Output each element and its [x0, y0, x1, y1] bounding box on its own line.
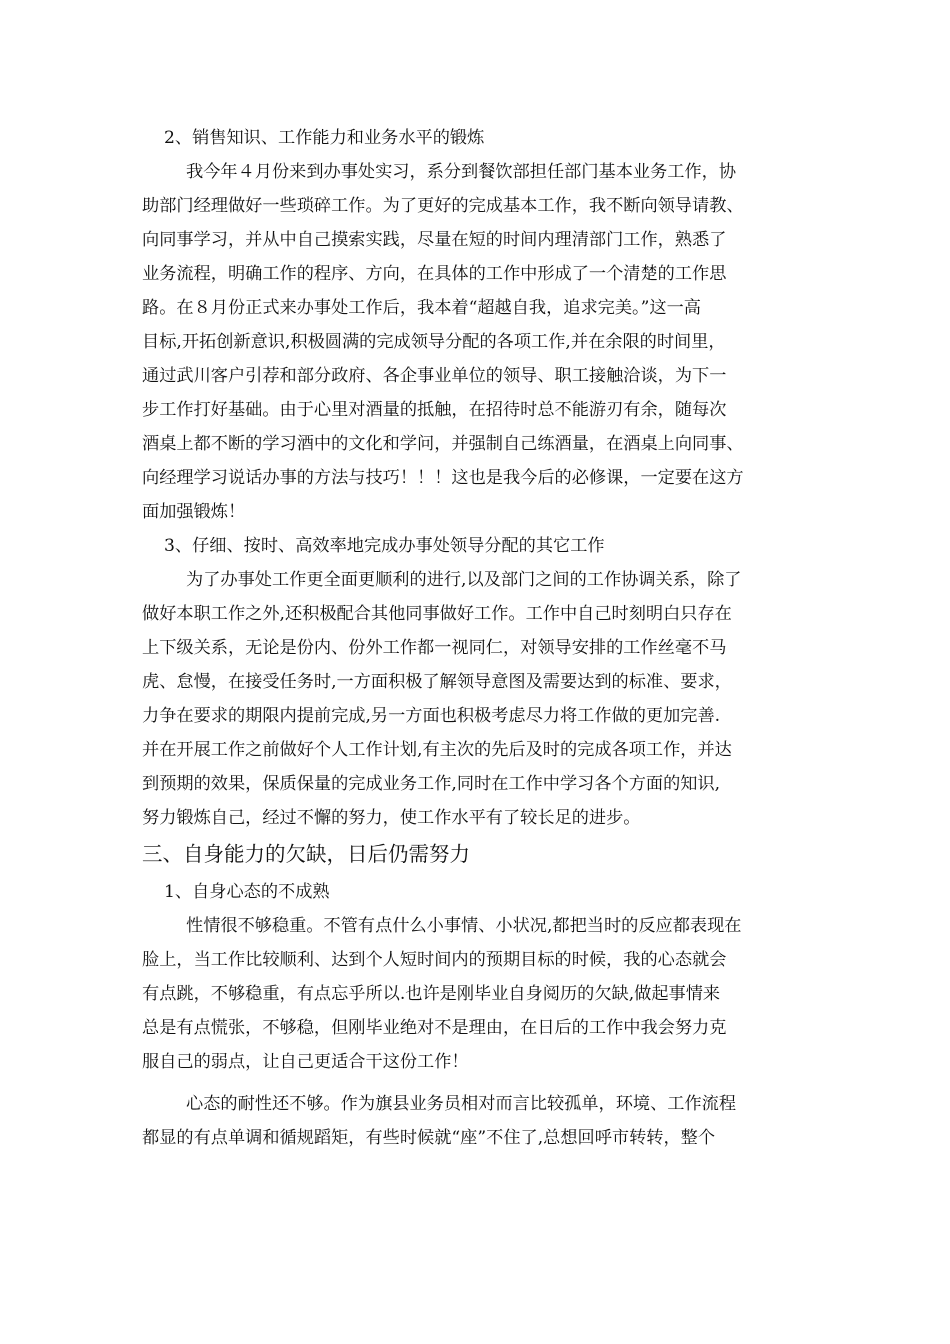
paragraph-line: 酒桌上都不断的学习酒中的文化和学问，并强制自己练酒量，在酒桌上向同事、 [142, 434, 744, 454]
section-heading [142, 835, 810, 875]
paragraph-line: 业务流程，明确工作的程序、方向，在具体的工作中形成了一个清楚的工作思 [142, 264, 727, 284]
paragraph-line: 向同事学习，并从中自己摸索实践，尽量在短的时间内理清部门工作，熟悉了 [142, 230, 727, 250]
paragraph-line: 到预期的效果，保质保量的完成业务工作,同时在工作中学习各个方面的知识, [142, 774, 721, 794]
item-heading-text: 3、仔细、按时、高效率地完成办事处领导分配的其它工作 [164, 536, 605, 556]
paragraph-line: 助部门经理做好一些琐碎工作。为了更好的完成基本工作，我不断向领导请教、 [142, 196, 744, 216]
paragraph-line: 路。在８月份正式来办事处工作后，我本着“超越自我，追求完美。”这一高 [142, 298, 701, 318]
paragraph-line: 通过武川客户引荐和部分政府、各企事业单位的领导、职工接触洽谈，为下一 [142, 366, 727, 386]
paragraph-line: 并在开展工作之前做好个人工作计划,有主次的先后及时的完成各项工作，并达 [142, 740, 732, 760]
paragraph-line: 上下级关系，无论是份内、份外工作都一视同仁，对领导安排的工作丝毫不马 [142, 638, 727, 658]
paragraph [142, 909, 810, 1079]
section-heading-text: 三、自身能力的欠缺，日后仍需努力 [142, 842, 470, 866]
paragraph-line: 有点跳，不够稳重，有点忘乎所以.也许是刚毕业自身阅历的欠缺,做起事情来 [142, 984, 721, 1004]
paragraph-line: 脸上，当工作比较顺利、达到个人短时间内的预期目标的时候，我的心态就会 [142, 950, 727, 970]
item-heading [142, 529, 810, 563]
paragraph-line: 面加强锻炼！ [142, 502, 246, 522]
paragraph-line: 努力锻炼自己，经过不懈的努力，使工作水平有了较长足的进步。 [142, 808, 641, 828]
paragraph [142, 155, 810, 529]
item-heading-text: 2、销售知识、工作能力和业务水平的锻炼 [164, 128, 485, 148]
paragraph-line: 向经理学习说话办事的方法与技巧！！！这也是我今后的必修课，一定要在这方 [142, 468, 744, 488]
item-heading [142, 875, 810, 909]
paragraph-line: 目标,开拓创新意识,积极圆满的完成领导分配的各项工作,并在余限的时间里， [142, 332, 726, 352]
paragraph-line: 步工作打好基础。由于心里对酒量的抵触，在招待时总不能游刃有余，随每次 [142, 400, 727, 420]
paragraph [142, 1087, 810, 1155]
document-body [142, 121, 810, 1155]
paragraph-line: 虎、怠慢，在接受任务时,一方面积极了解领导意图及需要达到的标准、要求， [142, 672, 732, 692]
paragraph [142, 563, 810, 835]
paragraph-line: 总是有点慌张，不够稳，但刚毕业绝对不是理由，在日后的工作中我会努力克 [142, 1018, 727, 1038]
paragraph-line: 我今年４月份来到办事处实习，系分到餐饮部担任部门基本业务工作，协 [186, 162, 737, 182]
paragraph-line: 心态的耐性还不够。作为旗县业务员相对而言比较孤单，环境、工作流程 [186, 1094, 737, 1114]
item-heading-text: 1、自身心态的不成熟 [164, 882, 330, 902]
item-heading [142, 121, 810, 155]
paragraph-line: 性情很不够稳重。不管有点什么小事情、小状况,都把当时的反应都表现在 [186, 916, 742, 936]
paragraph-line: 服自己的弱点，让自己更适合干这份工作！ [142, 1052, 469, 1072]
paragraph-line: 为了办事处工作更全面更顺利的进行,以及部门之间的工作协调关系，除了 [186, 570, 742, 590]
paragraph-gap [142, 1079, 810, 1087]
paragraph-line: 都显的有点单调和循规蹈矩，有些时候就“座”不住了,总想回呼市转转，整个 [142, 1128, 716, 1148]
paragraph-line: 力争在要求的期限内提前完成,另一方面也积极考虑尽力将工作做的更加完善. [142, 706, 721, 726]
paragraph-line: 做好本职工作之外,还积极配合其他同事做好工作。工作中自己时刻明白只存在 [142, 604, 732, 624]
